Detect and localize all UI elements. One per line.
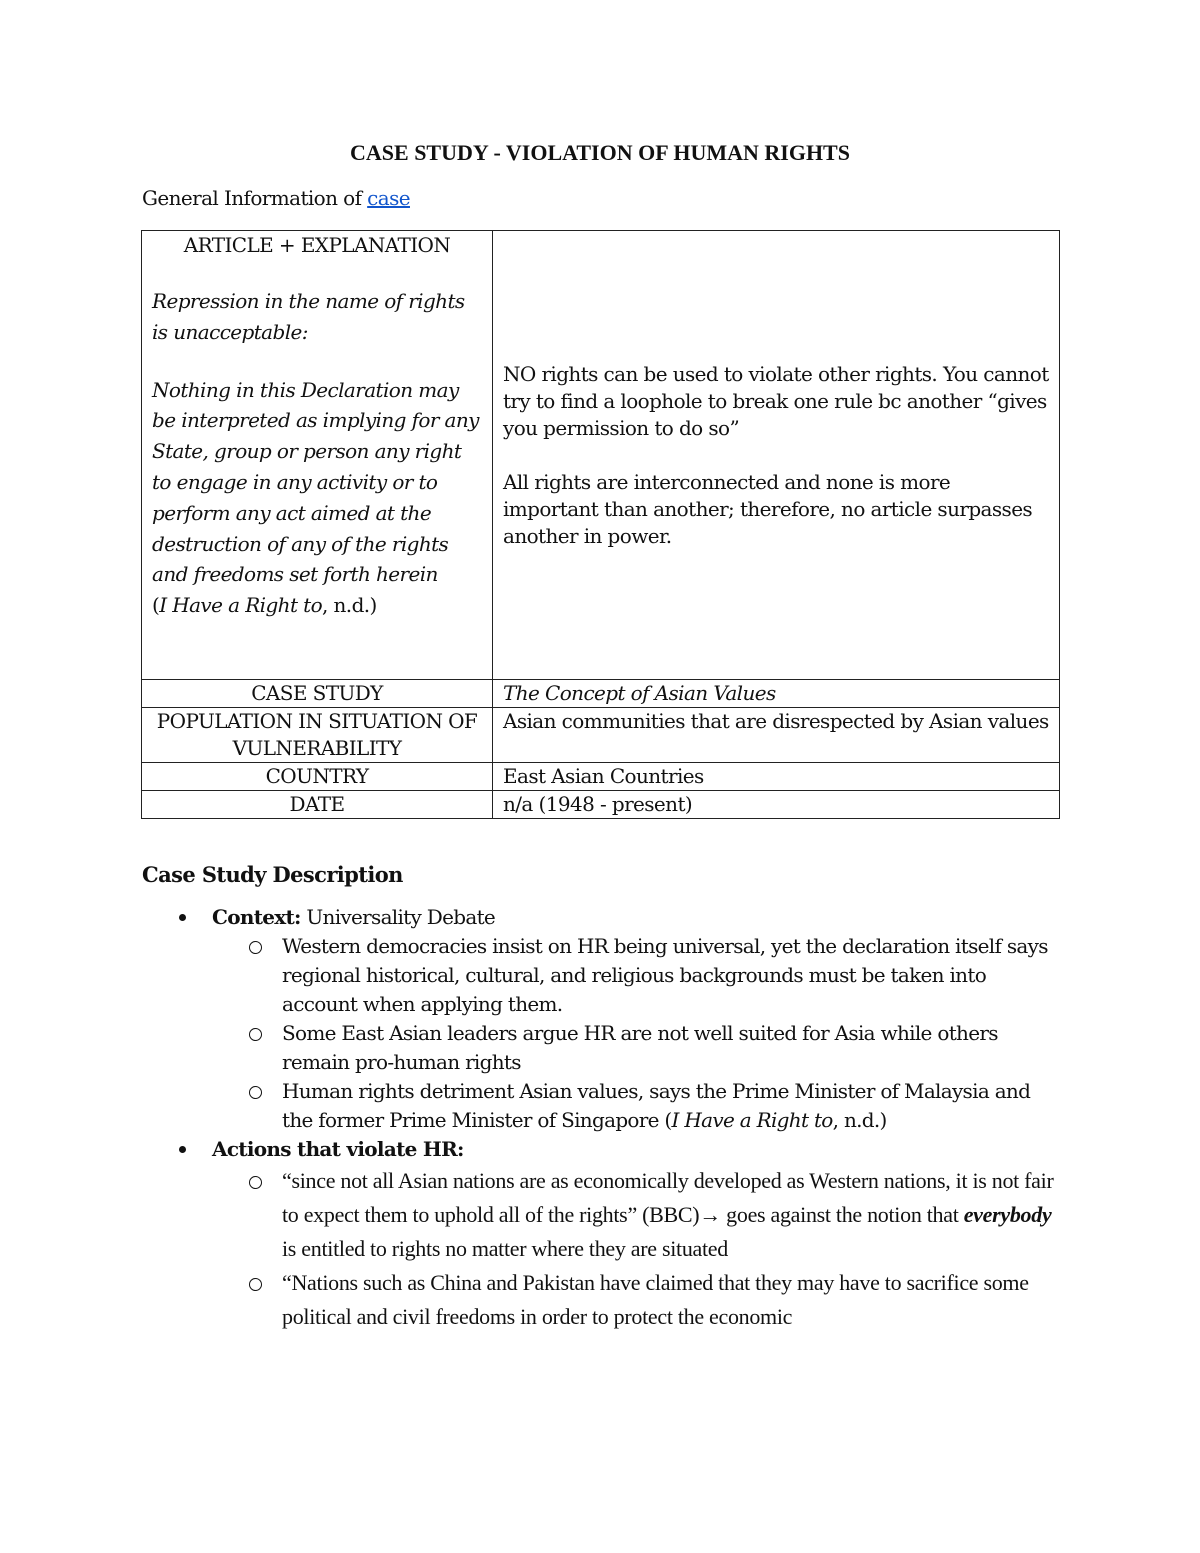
list-item: Western democracies insist on HR being universal, yet the declaration itself says regional historical, cultural, and religious backgrounds must be taken into account when applying them. <box>212 932 1065 1019</box>
circle-bullet-icon <box>249 1086 262 1099</box>
article-text: Nothing in this Declaration may be interpreted as implying for any State, group or person any right to engage in any activity or to perform any act aimed at the destruction of any of the rights and freedoms set forth herein <box>152 377 479 587</box>
circle-bullet-icon <box>249 1028 262 1041</box>
list-item-actions <box>175 1135 1065 1334</box>
article-body <box>152 259 482 621</box>
row-value: East Asian Countries <box>493 763 1060 791</box>
context-label: Context: <box>212 905 301 929</box>
general-info-line <box>142 186 410 210</box>
circle-bullet-icon <box>249 941 262 954</box>
explanation-paragraph-2: All rights are interconnected and none is more important than another; therefore, no article surpasses another in power. <box>503 469 1033 548</box>
row-value: The Concept of Asian Values <box>493 680 1060 708</box>
actions-sublist <box>212 1164 1065 1334</box>
table-row <box>142 791 1060 819</box>
page-title: CASE STUDY - VIOLATION OF HUMAN RIGHTS <box>350 140 850 165</box>
row-label: DATE <box>142 791 493 819</box>
list-item: “since not all Asian nations are as economically developed as Western nations, it is not fair to expect them to uphold all of the rights” (BBC)→ goes against the notion that everybody is entitled to rights no matter where they are situated <box>212 1164 1065 1266</box>
article-citation: (I Have a Right to, n.d.) <box>152 593 377 618</box>
actions-label: Actions that violate HR: <box>212 1137 464 1161</box>
bullet-icon <box>179 1146 186 1153</box>
emphasis-text: everybody <box>963 1202 1052 1227</box>
article-cell <box>142 231 493 680</box>
context-sublist <box>212 932 1065 1135</box>
explanation-paragraph-1: NO rights can be used to violate other rights. You cannot try to find a loophole to break one rule bc another “gives you permission to do so” <box>503 361 1049 440</box>
row-label: CASE STUDY <box>142 680 493 708</box>
circle-bullet-icon <box>249 1176 262 1189</box>
citation-source: I Have a Right to <box>159 593 323 618</box>
citation-source: I Have a Right to <box>671 1108 833 1132</box>
general-info-label: General Information of <box>142 186 368 210</box>
table-row <box>142 763 1060 791</box>
article-title: Repression in the name of rights is unacceptable: <box>152 289 465 344</box>
row-label: COUNTRY <box>142 763 493 791</box>
description-list <box>175 903 1065 1334</box>
list-item: Some East Asian leaders argue HR are not well suited for Asia while others remain pro-human rights <box>212 1019 1065 1077</box>
row-value: Asian communities that are disrespected by Asian values <box>493 708 1060 763</box>
case-link[interactable]: case <box>367 186 410 210</box>
description-heading: Case Study Description <box>142 862 403 887</box>
bullet-icon <box>179 914 186 921</box>
table-row <box>142 708 1060 763</box>
explanation-cell <box>493 231 1060 680</box>
table-row <box>142 680 1060 708</box>
case-info-table <box>141 230 1060 819</box>
article-row <box>142 231 1060 680</box>
row-value: n/a (1948 - present) <box>493 791 1060 819</box>
row-label: POPULATION IN SITUATION OF VULNERABILITY <box>142 708 493 763</box>
list-item: Human rights detriment Asian values, says the Prime Minister of Malaysia and the former Prime Minister of Singapore (I Have a Right to, n.d.) <box>212 1077 1065 1135</box>
list-item: “Nations such as China and Pakistan have claimed that they may have to sacrifice some political and civil freedoms in order to protect the economic <box>212 1266 1065 1334</box>
context-value: Universality Debate <box>300 905 496 929</box>
circle-bullet-icon <box>249 1278 262 1291</box>
list-item-context <box>175 903 1065 1135</box>
article-header: ARTICLE + EXPLANATION <box>183 233 451 257</box>
